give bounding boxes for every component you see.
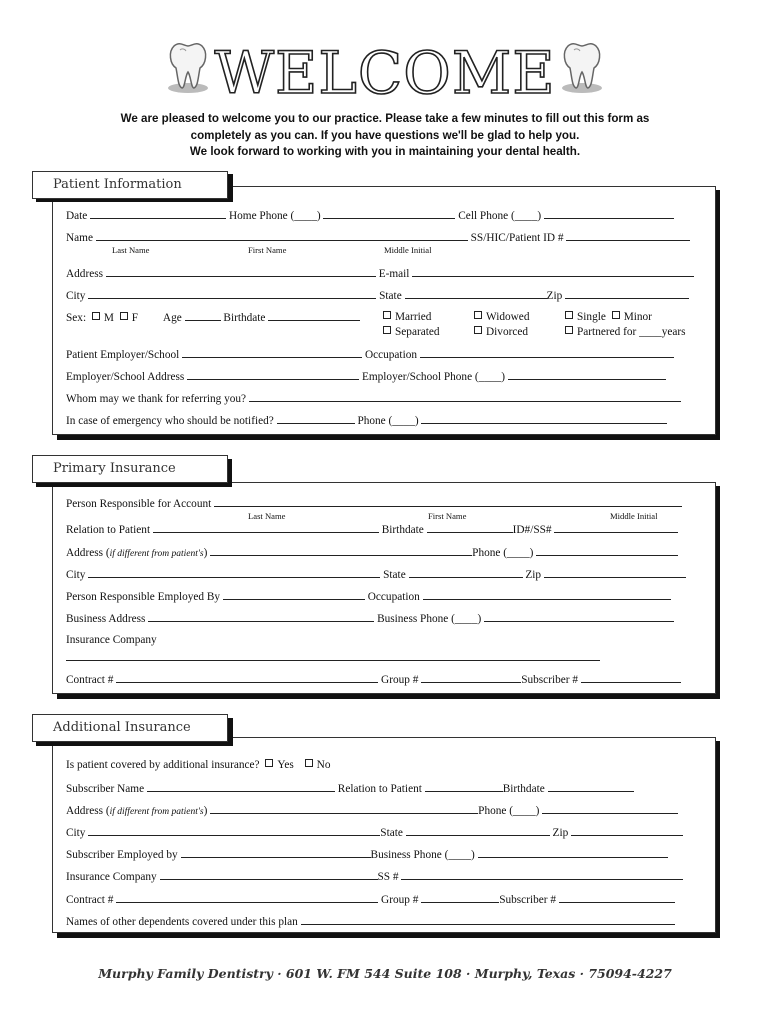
primary-city-field[interactable] [88, 567, 380, 578]
name-label: Name [66, 232, 93, 244]
primary-zip-field[interactable] [544, 567, 686, 578]
last-name-caption: Last Name [112, 245, 150, 255]
marital-single [562, 310, 702, 324]
additional-address-field[interactable] [210, 803, 478, 814]
group-label: Group # [381, 674, 419, 686]
primary-first-name-caption: First Name [428, 511, 467, 521]
primary-city-label: City [66, 569, 86, 581]
primary-occupation-label: Occupation [367, 591, 420, 603]
primary-tab: Primary Insurance [32, 455, 228, 483]
primary-row-responsible [66, 496, 702, 511]
additional-tab: Additional Insurance [32, 714, 228, 742]
additional-business-phone-label: Business Phone (____) [370, 849, 475, 861]
email-field[interactable] [412, 266, 694, 277]
additional-city-label: City [66, 827, 86, 839]
business-address-label: Business Address [66, 613, 146, 625]
home-phone-field[interactable] [323, 208, 455, 219]
patient-row-address [66, 266, 702, 281]
additional-state-field[interactable] [406, 825, 550, 836]
city-label: City [66, 290, 86, 302]
single-label: Single [577, 311, 606, 323]
subscriber-name-field[interactable] [147, 781, 335, 792]
ssid-field[interactable] [566, 230, 690, 241]
additional-address-label: Address ( [66, 805, 110, 817]
ssid-label: SS/HIC/Patient ID # [470, 232, 564, 244]
subscriber-employed-field[interactable] [181, 847, 371, 858]
home-phone-label: Home Phone (____) [228, 210, 321, 222]
address-field[interactable] [106, 266, 376, 277]
divorced-label: Divorced [486, 326, 529, 338]
primary-phone-label: Phone (____) [472, 547, 534, 559]
zip-label: Zip [546, 290, 563, 302]
subscriber-employed-label: Subscriber Employed by [66, 849, 178, 861]
occupation-field[interactable] [420, 347, 674, 358]
additional-row-dependents [66, 914, 702, 929]
additional-contract-label: Contract # [66, 894, 114, 906]
dependents-field[interactable] [301, 914, 675, 925]
intro-line: We look forward to working with you in maintaining your dental health. [189, 145, 581, 158]
patient-row-employer [66, 347, 702, 362]
primary-row-contract [66, 672, 702, 687]
partnered-checkbox[interactable] [565, 326, 573, 334]
business-address-field[interactable] [148, 611, 374, 622]
additional-insurance-field[interactable] [160, 869, 378, 880]
address-label: Address [66, 268, 104, 280]
additional-row-city [66, 825, 702, 840]
married-label: Married [395, 311, 432, 323]
primary-row-address [66, 545, 702, 561]
date-field[interactable] [90, 208, 226, 219]
partnered-label: Partnered for ____years [577, 326, 686, 338]
primary-state-label: State [383, 569, 406, 581]
middle-initial-caption: Middle Initial [384, 245, 432, 255]
first-name-caption: First Name [248, 245, 287, 255]
additional-row-contract [66, 892, 702, 907]
patient-row-name [66, 230, 702, 245]
marital-partnered [562, 325, 702, 339]
additional-row-address [66, 803, 702, 819]
city-field[interactable] [88, 288, 376, 299]
occupation-label: Occupation [364, 349, 418, 361]
separated-checkbox[interactable] [383, 326, 391, 334]
employer-address-field[interactable] [187, 369, 359, 380]
widowed-checkbox[interactable] [474, 311, 482, 319]
additional-relation-label: Relation to Patient [337, 783, 422, 795]
emergency-phone-field[interactable] [421, 413, 667, 424]
primary-row-business [66, 611, 702, 626]
additional-zip-field[interactable] [571, 825, 683, 836]
insurance-company-field[interactable] [66, 660, 600, 661]
patient-row-date [66, 208, 702, 223]
additional-phone-field[interactable] [542, 803, 678, 814]
additional-row-employed [66, 847, 702, 862]
birthdate-label: Birthdate [223, 312, 266, 324]
additional-phone-label: Phone (____) [478, 805, 540, 817]
primary-birthdate-label: Birthdate [381, 524, 424, 536]
patient-tab: Patient Information [32, 171, 228, 199]
additional-row-insurance [66, 869, 702, 884]
separated-label: Separated [395, 326, 440, 338]
male-checkbox[interactable] [92, 312, 100, 320]
responsible-label: Person Responsible for Account [66, 498, 212, 510]
emergency-label: In case of emergency who should be notified? [66, 415, 274, 427]
covered-question: Is patient covered by additional insurance? [66, 759, 260, 771]
patient-row-emergency [66, 413, 702, 428]
contract-label: Contract # [66, 674, 114, 686]
primary-last-name-caption: Last Name [248, 511, 286, 521]
emergency-field[interactable] [277, 413, 355, 424]
female-checkbox[interactable] [120, 312, 128, 320]
emergency-phone-label: Phone (____) [357, 415, 419, 427]
additional-address-paren-close: ) [203, 805, 208, 817]
referral-field[interactable] [249, 391, 681, 402]
additional-group-label: Group # [381, 894, 419, 906]
email-label: E-mail [378, 268, 410, 280]
employer-address-label: Employer/School Address [66, 371, 185, 383]
sex-label: Sex: [66, 312, 87, 324]
additional-relation-field[interactable] [425, 781, 503, 792]
zip-field[interactable] [565, 288, 689, 299]
primary-state-field[interactable] [409, 567, 523, 578]
additional-if-different-note: if different from patient's [109, 807, 204, 817]
additional-insurance-label: Insurance Company [66, 871, 157, 883]
patient-row-employer-address [66, 369, 702, 384]
business-phone-field[interactable] [484, 611, 674, 622]
employed-by-field[interactable] [223, 589, 365, 600]
intro-line: We are pleased to welcome you to our practice. Please take a few minutes to fill out this form as [120, 112, 650, 125]
primary-zip-label: Zip [525, 569, 542, 581]
primary-birthdate-field[interactable] [427, 522, 513, 533]
additional-zip-label: Zip [552, 827, 569, 839]
cell-phone-label: Cell Phone (____) [458, 210, 542, 222]
primary-address-field[interactable] [210, 545, 472, 556]
primary-row-city [66, 567, 702, 582]
single-checkbox[interactable] [565, 311, 573, 319]
patient-row-referral [66, 391, 702, 406]
additional-contract-field[interactable] [116, 892, 378, 903]
primary-row-employed [66, 589, 702, 604]
additional-row-covered [66, 758, 702, 772]
contract-field[interactable] [116, 672, 378, 683]
employer-phone-label: Employer/School Phone (____) [361, 371, 506, 383]
age-field[interactable] [185, 310, 221, 321]
additional-state-label: State [380, 827, 403, 839]
idss-field[interactable] [554, 522, 678, 533]
primary-address-label: Address ( [66, 547, 110, 559]
idss-label: ID#/SS# [512, 524, 552, 536]
primary-row-relation [66, 522, 702, 537]
additional-group-field[interactable] [421, 892, 499, 903]
primary-row-insurance [66, 633, 702, 647]
additional-birthdate-field[interactable] [548, 781, 634, 792]
insurance-company-label: Insurance Company [66, 634, 157, 646]
married-checkbox[interactable] [383, 311, 391, 319]
subscriber-name-label: Subscriber Name [66, 783, 145, 795]
date-label: Date [66, 210, 88, 222]
employer-phone-field[interactable] [508, 369, 666, 380]
address-paren-close: ) [203, 547, 208, 559]
additional-subscriber-field[interactable] [559, 892, 675, 903]
page-title: WELCOME [214, 39, 556, 107]
intro-line: completely as you can. If you have questions we'll be glad to help you. [190, 128, 580, 142]
minor-checkbox[interactable] [612, 311, 620, 319]
business-phone-label: Business Phone (____) [377, 613, 482, 625]
widowed-label: Widowed [486, 311, 530, 323]
primary-middle-initial-caption: Middle Initial [610, 511, 658, 521]
birthdate-field[interactable] [268, 310, 360, 321]
primary-phone-field[interactable] [536, 545, 678, 556]
responsible-field[interactable] [214, 496, 682, 507]
footer-address: Murphy Family Dentistry · 601 W. FM 544 Suite 108 · Murphy, Texas · 75094-4227 [98, 966, 672, 981]
subscriber-field[interactable] [581, 672, 681, 683]
additional-row-subscriber [66, 781, 702, 796]
group-field[interactable] [421, 672, 521, 683]
yes-label: Yes [277, 759, 294, 771]
state-label: State [379, 290, 402, 302]
if-different-note: if different from patient's [109, 549, 204, 559]
intro-text [70, 111, 700, 161]
employer-field[interactable] [182, 347, 362, 358]
relation-field[interactable] [153, 522, 379, 533]
primary-occupation-field[interactable] [423, 589, 671, 600]
additional-birthdate-label: Birthdate [502, 783, 545, 795]
minor-label: Minor [623, 311, 652, 323]
male-label: M [103, 312, 114, 324]
additional-subscriber-label: Subscriber # [499, 894, 556, 906]
ss-label: SS # [377, 871, 399, 883]
additional-business-phone-field[interactable] [478, 847, 668, 858]
no-label: No [316, 759, 331, 771]
no-checkbox[interactable] [305, 759, 313, 767]
subscriber-label: Subscriber # [521, 674, 578, 686]
name-field[interactable] [96, 230, 468, 241]
state-field[interactable] [405, 288, 547, 299]
referral-label: Whom may we thank for referring you? [66, 393, 247, 405]
employer-label: Patient Employer/School [66, 349, 180, 361]
cell-phone-field[interactable] [544, 208, 674, 219]
female-label: F [131, 312, 139, 324]
dependents-label: Names of other dependents covered under this plan [66, 916, 298, 928]
age-label: Age [162, 312, 182, 324]
relation-label: Relation to Patient [66, 524, 151, 536]
divorced-checkbox[interactable] [474, 326, 482, 334]
ss-field[interactable] [401, 869, 683, 880]
patient-row-city [66, 288, 702, 303]
additional-city-field[interactable] [88, 825, 380, 836]
yes-checkbox[interactable] [265, 759, 273, 767]
employed-by-label: Person Responsible Employed By [66, 591, 221, 603]
